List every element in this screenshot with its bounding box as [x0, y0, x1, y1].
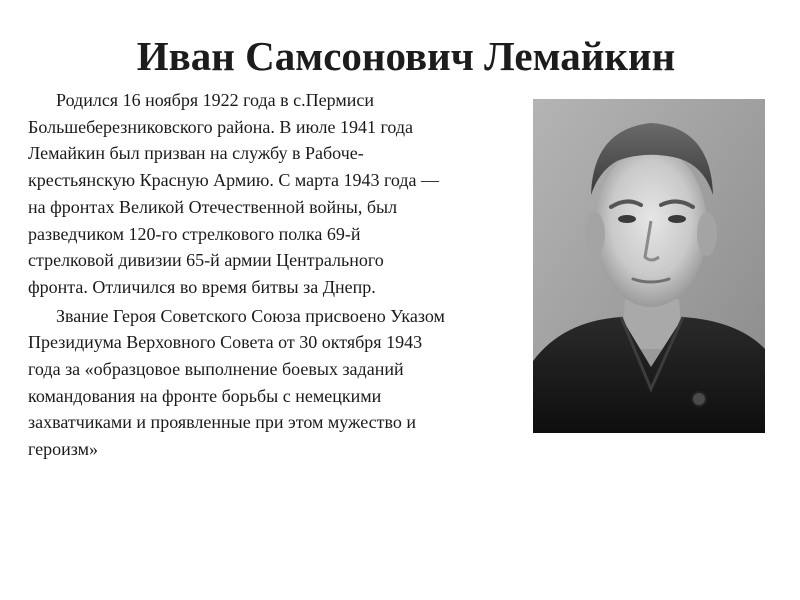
- biography-paragraph-award: Звание Героя Советского Союза присвоено Указом Президиума Верховного Совета от 30 октября 1943 года за «образцовое выполнение боевых заданий командования на фронте борьбы с немецкими захватчиками и проявленные при этом мужество и героизм»: [28, 305, 445, 460]
- biography-paragraph-birth: Родился 16 ноября 1922 года в с.Пермиси Большеберезниковского района. В июле 1941 года Лемайкин был призван на службу в Рабоче-крестьянскую Красную Армию. С марта 1943 года — на фронтах Великой Отечественной войны, был разведчиком 120-го стрелкового полка 69-й стрелковой дивизии 65-й армии Центрального фронта. Отличился во время битвы за Днепр.: [28, 90, 440, 297]
- portrait-photo: [533, 99, 765, 433]
- slide-title: Иван Самсонович Лемайкин: [136, 33, 676, 79]
- biography-text: [28, 87, 448, 463]
